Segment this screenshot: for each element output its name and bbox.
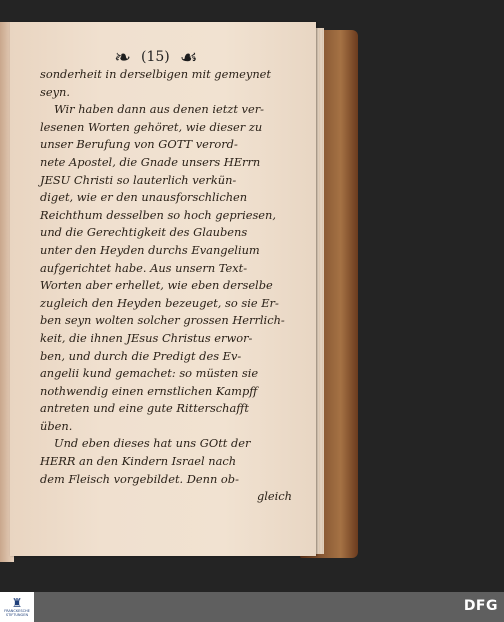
text-line: nothwendig einen ernstlichen Kampff [40, 383, 258, 398]
text-line: diget, wie er den unausforschlichen [40, 190, 248, 205]
text-line: Worten aber erhellet, wie eben derselbe [40, 278, 273, 293]
text-line: ben seyn wolten solcher grossen Herrlich- [40, 313, 285, 328]
dfg-logo[interactable]: DFG [463, 598, 498, 614]
text-line: nete Apostel, die Gnade unsers HErrn [40, 154, 261, 169]
ornament-left-icon: ❧ [114, 45, 132, 69]
text-line: keit, die ihnen JEsus Christus erwor- [40, 330, 253, 345]
page-number: (15) [141, 49, 170, 65]
page-text [40, 66, 292, 506]
book-page [10, 22, 316, 556]
text-line: zugleich den Heyden bezeuget, so sie Er- [40, 295, 279, 310]
text-line: angelii kund gemachet: so müsten sie [40, 366, 259, 381]
ornament-right-icon: ☙ [179, 45, 198, 69]
text-line: dem Fleisch vorgebildet. Denn ob- [40, 471, 239, 486]
text-line: unser Berufung von GOTT verord- [40, 137, 238, 152]
catchword: gleich [256, 489, 292, 504]
text-line: Reichthum desselben so hoch gepriesen, [40, 207, 276, 222]
text-line: HERR an den Kindern Israel nach [40, 454, 237, 469]
text-line: lesenen Worten gehöret, wie dieser zu [40, 119, 263, 134]
text-line: ben, und durch die Predigt des Ev- [40, 348, 242, 363]
text-line: seyn. [40, 84, 70, 99]
library-logo[interactable] [0, 592, 34, 622]
text-line: unter den Heyden durchs Evangelium [40, 242, 260, 257]
text-line: und die Gerechtigkeit des Glaubens [40, 225, 248, 240]
library-logo-text: FRANCKESCHE STIFTUNGEN [4, 609, 30, 617]
text-line: antreten und eine gute Ritterschafft [40, 401, 249, 416]
library-emblem-icon: ♜ [11, 596, 23, 610]
text-line: sonderheit in derselbigen mit gemeynet [40, 67, 271, 81]
text-line: aufgerichtet habe. Aus unsern Text- [40, 260, 248, 275]
text-line: Wir haben dann aus denen ietzt ver- [54, 102, 264, 117]
text-line: Und eben dieses hat uns GOtt der [54, 436, 251, 451]
text-line: JESU Christi so lauterlich verkün- [40, 172, 237, 187]
viewer-footer [0, 592, 504, 622]
page-header [96, 46, 216, 68]
text-line: üben. [40, 418, 73, 433]
